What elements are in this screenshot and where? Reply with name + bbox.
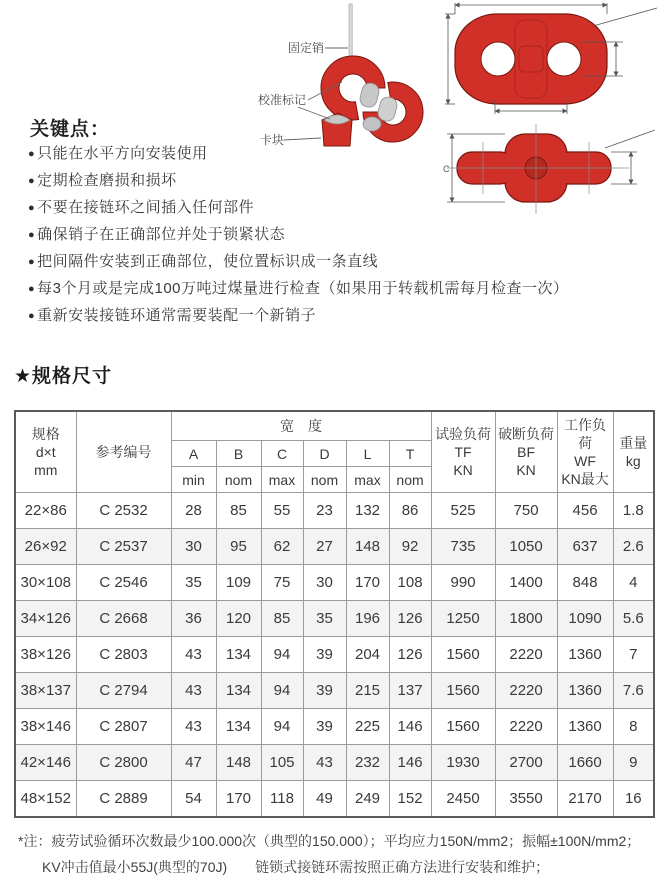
table-cell: 456 — [557, 493, 613, 529]
table-cell: 1050 — [495, 529, 557, 565]
table-row — [15, 781, 654, 818]
header-break-load: 破断负荷 BF KN — [495, 411, 557, 493]
key-point-item — [28, 200, 648, 217]
pin-hole-left — [481, 42, 515, 76]
table-cell: 2220 — [495, 673, 557, 709]
key-point-text: 确保销子在正确部位并处于锁紧状态 — [37, 226, 286, 243]
table-cell: 134 — [216, 673, 261, 709]
table-cell: 215 — [346, 673, 389, 709]
table-cell: 2220 — [495, 637, 557, 673]
key-point-item — [28, 227, 648, 244]
table-row — [15, 637, 654, 673]
table-cell: 94 — [261, 709, 303, 745]
table-cell: 35 — [171, 565, 216, 601]
table-cell: 848 — [557, 565, 613, 601]
bullet-icon: ● — [28, 283, 36, 295]
width-modifier-header: max — [261, 467, 303, 493]
bullet-icon: ● — [28, 202, 36, 214]
table-cell: 9 — [613, 745, 654, 781]
table-cell: 990 — [431, 565, 495, 601]
header-width-group: 宽 度 — [171, 411, 431, 441]
width-letter-header: D — [303, 441, 346, 467]
bullet-icon: ● — [28, 229, 36, 241]
table-cell: 2220 — [495, 709, 557, 745]
table-cell: 2.6 — [613, 529, 654, 565]
table-cell: 225 — [346, 709, 389, 745]
table-cell: 108 — [389, 565, 431, 601]
table-cell: 86 — [389, 493, 431, 529]
bullet-icon: ● — [28, 175, 36, 187]
key-point-item — [28, 308, 648, 325]
table-cell: 1360 — [557, 673, 613, 709]
width-letter-header: T — [389, 441, 431, 467]
fixing-pin-shape — [349, 4, 352, 64]
spec-table-body — [15, 493, 654, 818]
table-cell: 146 — [389, 745, 431, 781]
table-cell: 8 — [613, 709, 654, 745]
table-cell: 2700 — [495, 745, 557, 781]
table-cell: 95 — [216, 529, 261, 565]
table-cell: 38×137 — [15, 673, 76, 709]
key-point-text: 把间隔件安装到正确部位，使位置标识成一条直线 — [37, 253, 379, 270]
key-point-text: 只能在水平方向安装使用 — [37, 145, 208, 162]
table-cell: 48×152 — [15, 781, 76, 818]
table-cell: 94 — [261, 637, 303, 673]
table-cell: 30 — [171, 529, 216, 565]
table-cell: 750 — [495, 493, 557, 529]
key-points-heading: 关键点： — [30, 119, 111, 140]
table-cell: 36 — [171, 601, 216, 637]
table-cell: C 2807 — [76, 709, 171, 745]
link-plan-body — [455, 14, 607, 104]
table-cell: 525 — [431, 493, 495, 529]
table-cell: 23 — [303, 493, 346, 529]
width-modifier-header: nom — [389, 467, 431, 493]
table-cell: 22×86 — [15, 493, 76, 529]
plan-view-drawing — [443, 0, 667, 118]
table-cell: 92 — [389, 529, 431, 565]
header-spec: 规格 d×t mm — [15, 411, 76, 493]
table-cell: 249 — [346, 781, 389, 818]
table-cell: 1250 — [431, 601, 495, 637]
key-point-item — [28, 281, 648, 298]
table-cell: 94 — [261, 673, 303, 709]
table-cell: 47 — [171, 745, 216, 781]
table-cell: 137 — [389, 673, 431, 709]
table-cell: 43 — [171, 709, 216, 745]
table-cell: 1560 — [431, 637, 495, 673]
table-row — [15, 529, 654, 565]
table-cell: 126 — [389, 601, 431, 637]
table-cell: C 2794 — [76, 673, 171, 709]
table-cell: 1930 — [431, 745, 495, 781]
table-cell: C 2803 — [76, 637, 171, 673]
table-cell: 170 — [216, 781, 261, 818]
key-point-text: 重新安装接链环通常需要装配一个新销子 — [37, 307, 317, 324]
table-row — [15, 565, 654, 601]
table-cell: 204 — [346, 637, 389, 673]
table-cell: 152 — [389, 781, 431, 818]
width-letter-header: A — [171, 441, 216, 467]
footnote-line-2: KV冲击值最小55J(典型的70J) 链锁式接链环需按照正确方法进行安装和维护； — [42, 859, 550, 875]
table-cell: 1560 — [431, 673, 495, 709]
footnote — [18, 828, 658, 880]
table-cell: 120 — [216, 601, 261, 637]
fixing-pin-label: 固定销 — [288, 41, 325, 55]
table-row — [15, 601, 654, 637]
table-cell: 132 — [346, 493, 389, 529]
width-modifier-header: nom — [216, 467, 261, 493]
width-modifier-header: min — [171, 467, 216, 493]
dimension-c-label: C — [443, 164, 450, 174]
table-cell: 85 — [261, 601, 303, 637]
table-row — [15, 745, 654, 781]
table-cell: C 2800 — [76, 745, 171, 781]
table-cell: 2170 — [557, 781, 613, 818]
table-cell: 148 — [216, 745, 261, 781]
table-cell: 232 — [346, 745, 389, 781]
table-cell: 1400 — [495, 565, 557, 601]
key-point-item — [28, 146, 648, 163]
bullet-icon: ● — [28, 256, 36, 268]
table-row — [15, 709, 654, 745]
table-cell: 105 — [261, 745, 303, 781]
table-cell: 1.8 — [613, 493, 654, 529]
header-work-load: 工作负荷 WF KN最大 — [557, 411, 613, 493]
table-cell: 170 — [346, 565, 389, 601]
table-cell: 39 — [303, 673, 346, 709]
table-cell: 43 — [171, 673, 216, 709]
spec-section-heading: ★规格尺寸 — [14, 366, 113, 387]
bullet-icon: ● — [28, 310, 36, 322]
table-cell: 49 — [303, 781, 346, 818]
table-cell: 4 — [613, 565, 654, 601]
width-modifier-header: nom — [303, 467, 346, 493]
header-test-load: 试验负荷 TF KN — [431, 411, 495, 493]
table-row — [15, 673, 654, 709]
table-cell: 1800 — [495, 601, 557, 637]
table-cell: 39 — [303, 709, 346, 745]
table-cell: 134 — [216, 637, 261, 673]
table-cell: 134 — [216, 709, 261, 745]
header-weight: 重量 kg — [613, 411, 654, 493]
table-cell: 30×108 — [15, 565, 76, 601]
table-cell: 43 — [171, 637, 216, 673]
table-cell: 28 — [171, 493, 216, 529]
exploded-view-drawing — [250, 0, 450, 165]
table-cell: 1090 — [557, 601, 613, 637]
table-cell: 75 — [261, 565, 303, 601]
table-cell: 735 — [431, 529, 495, 565]
width-letter-header: L — [346, 441, 389, 467]
table-cell: 35 — [303, 601, 346, 637]
table-cell: 26×92 — [15, 529, 76, 565]
footnote-line-1: *注：疲劳试验循环次数最少100.000次（典型的150.000）；平均应力150N/mm2；振幅±100N/mm2； — [18, 833, 641, 849]
width-letter-header: B — [216, 441, 261, 467]
table-cell: 1360 — [557, 709, 613, 745]
table-cell: 85 — [216, 493, 261, 529]
key-point-text: 每3个月或是完成100万吨过煤量进行检查（如果用于转载机需每月检查一次） — [37, 280, 569, 297]
table-cell: 2450 — [431, 781, 495, 818]
table-cell: 5.6 — [613, 601, 654, 637]
width-letter-header: C — [261, 441, 303, 467]
spec-table — [14, 410, 655, 818]
table-cell: 146 — [389, 709, 431, 745]
key-point-item — [28, 254, 648, 271]
table-cell: 43 — [303, 745, 346, 781]
table-cell: C 2889 — [76, 781, 171, 818]
header-ref: 参考编号 — [76, 411, 171, 493]
clamp-block-label: 卡块 — [260, 133, 285, 147]
table-cell: C 2668 — [76, 601, 171, 637]
key-point-text: 定期检查磨损和损坏 — [37, 172, 177, 189]
table-cell: 7.6 — [613, 673, 654, 709]
key-point-item — [28, 173, 648, 190]
table-cell: 39 — [303, 637, 346, 673]
table-cell: 1660 — [557, 745, 613, 781]
table-cell: 16 — [613, 781, 654, 818]
table-cell: C 2537 — [76, 529, 171, 565]
table-cell: 30 — [303, 565, 346, 601]
table-cell: 196 — [346, 601, 389, 637]
key-point-text: 不要在接链环之间插入任何部件 — [37, 199, 255, 216]
table-cell: 1360 — [557, 637, 613, 673]
table-cell: 637 — [557, 529, 613, 565]
table-cell: C 2546 — [76, 565, 171, 601]
table-cell: 54 — [171, 781, 216, 818]
table-cell: 42×146 — [15, 745, 76, 781]
table-cell: 34×126 — [15, 601, 76, 637]
table-cell: 38×126 — [15, 637, 76, 673]
table-cell: 109 — [216, 565, 261, 601]
table-cell: 55 — [261, 493, 303, 529]
table-cell: 7 — [613, 637, 654, 673]
table-cell: 126 — [389, 637, 431, 673]
bullet-icon: ● — [28, 148, 36, 160]
table-cell: 27 — [303, 529, 346, 565]
width-modifier-header: max — [346, 467, 389, 493]
table-row — [15, 493, 654, 529]
table-cell: 3550 — [495, 781, 557, 818]
table-cell: 62 — [261, 529, 303, 565]
table-cell: 148 — [346, 529, 389, 565]
calibration-mark-label: 校准标记 — [258, 93, 307, 107]
pin-hole-right — [547, 42, 581, 76]
table-cell: 1560 — [431, 709, 495, 745]
table-cell: C 2532 — [76, 493, 171, 529]
table-cell: 118 — [261, 781, 303, 818]
table-cell: 38×146 — [15, 709, 76, 745]
key-points-list — [28, 146, 648, 335]
